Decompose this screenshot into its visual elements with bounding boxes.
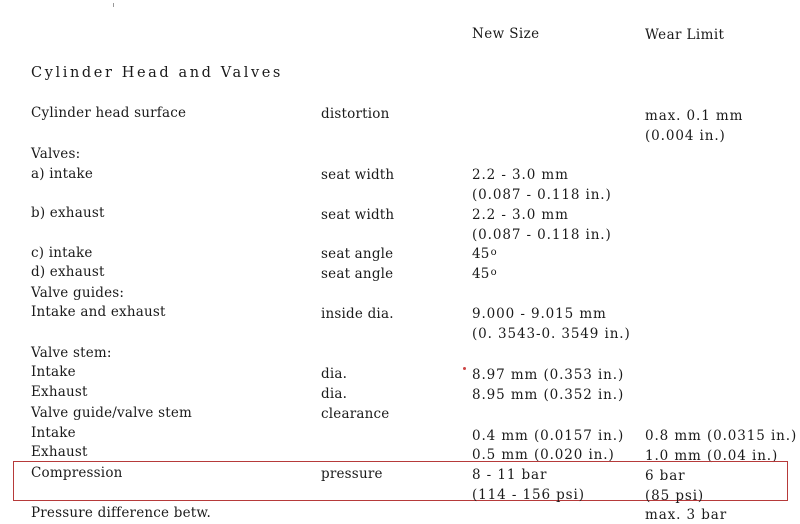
row-new-value: 8.97 mm (0.353 in.) — [472, 367, 625, 383]
row-new-value-imperial: (0.087 - 0.118 in.) — [472, 227, 612, 243]
row-new-value — [472, 246, 497, 264]
row-param: distortion — [321, 106, 390, 122]
row-new-value: 0.5 mm (0.020 in.) — [472, 447, 615, 463]
row-label: Valve guides: — [31, 285, 125, 301]
angle-value: 45 — [472, 266, 490, 282]
row-new-value-imperial: (114 - 156 psi) — [472, 487, 585, 503]
row-label: Valves: — [31, 146, 81, 162]
row-label: Exhaust — [31, 384, 88, 400]
row-new-value: 8 - 11 bar — [472, 467, 548, 483]
degree-mark: o — [490, 247, 497, 258]
row-param: dia. — [321, 366, 348, 382]
row-new-value-imperial: (0.087 - 0.118 in.) — [472, 187, 612, 203]
row-label: c) intake — [31, 245, 93, 261]
row-param: dia. — [321, 386, 348, 402]
header-wear-limit: Wear Limit — [645, 27, 725, 43]
row-label: Pressure difference betw. — [31, 505, 212, 521]
row-param: inside dia. — [321, 306, 394, 322]
row-label: d) exhaust — [31, 264, 105, 280]
scan-speck — [113, 3, 114, 7]
degree-mark: o — [490, 267, 497, 278]
section-title: Cylinder Head and Valves — [31, 65, 283, 81]
row-new-value: 0.4 mm (0.0157 in.) — [472, 428, 625, 444]
row-new-value: 8.95 mm (0.352 in.) — [472, 387, 625, 403]
row-label: Intake and exhaust — [31, 304, 166, 320]
row-label: a) intake — [31, 166, 94, 182]
row-wear-value: 6 bar — [645, 468, 686, 484]
row-wear-value: 1.0 mm (0.04 in.) — [645, 448, 779, 464]
row-wear-value: max. 0.1 mm — [645, 108, 744, 124]
row-wear-value-imperial: (0.004 in.) — [645, 128, 726, 144]
row-new-value: 9.000 - 9.015 mm — [472, 306, 607, 322]
row-label: Intake — [31, 364, 76, 380]
row-new-value-imperial: (0. 3543-0. 3549 in.) — [472, 326, 631, 342]
row-param: seat width — [321, 207, 395, 223]
row-label: Exhaust — [31, 444, 88, 460]
row-wear-value: max. 3 bar — [645, 507, 728, 523]
row-label: Valve guide/valve stem — [31, 405, 193, 421]
row-label: Cylinder head surface — [31, 105, 187, 121]
row-wear-value-imperial: (85 psi) — [645, 488, 705, 504]
header-new-size: New Size — [472, 26, 540, 42]
row-param: seat angle — [321, 266, 394, 282]
row-param: clearance — [321, 406, 390, 422]
row-new-value — [472, 266, 497, 284]
row-new-value: 2.2 - 3.0 mm — [472, 207, 569, 223]
row-new-value: 2.2 - 3.0 mm — [472, 167, 569, 183]
row-label: Intake — [31, 425, 76, 441]
row-param: seat angle — [321, 246, 394, 262]
row-label: Compression — [31, 465, 123, 481]
row-wear-value: 0.8 mm (0.0315 in.) — [645, 428, 798, 444]
scan-speck — [463, 367, 466, 370]
angle-value: 45 — [472, 246, 490, 262]
row-label: Valve stem: — [31, 345, 112, 361]
row-param: pressure — [321, 466, 383, 482]
row-param: seat width — [321, 167, 395, 183]
row-label: b) exhaust — [31, 205, 105, 221]
